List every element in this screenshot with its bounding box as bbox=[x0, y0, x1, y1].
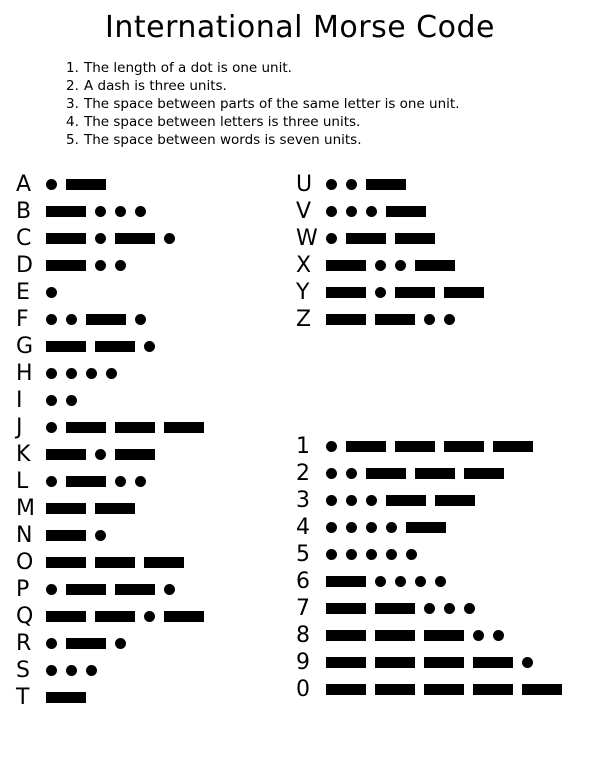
morse-character: 8 bbox=[296, 622, 310, 648]
dot-icon bbox=[144, 611, 155, 622]
morse-character: J bbox=[16, 414, 23, 440]
dash-icon bbox=[424, 657, 464, 668]
dash-icon bbox=[366, 468, 406, 479]
dash-icon bbox=[46, 557, 86, 568]
dot-icon bbox=[444, 314, 455, 325]
dash-icon bbox=[326, 684, 366, 695]
morse-code-symbols bbox=[326, 549, 426, 560]
dot-icon bbox=[115, 260, 126, 271]
morse-code-symbols bbox=[326, 233, 444, 244]
morse-character: R bbox=[16, 630, 32, 656]
morse-code-symbols bbox=[46, 287, 66, 298]
morse-character: T bbox=[16, 684, 30, 710]
morse-character: 1 bbox=[296, 433, 310, 459]
dash-icon bbox=[115, 584, 155, 595]
dash-icon bbox=[522, 684, 562, 695]
morse-row bbox=[16, 387, 213, 414]
dot-icon bbox=[115, 206, 126, 217]
rule-item bbox=[0, 95, 600, 113]
dot-icon bbox=[66, 314, 77, 325]
dash-icon bbox=[395, 287, 435, 298]
dash-icon bbox=[46, 260, 86, 271]
morse-row bbox=[16, 603, 213, 630]
dot-icon bbox=[395, 260, 406, 271]
dot-icon bbox=[66, 665, 77, 676]
dash-icon bbox=[46, 530, 86, 541]
morse-row bbox=[16, 414, 213, 441]
dash-icon bbox=[375, 603, 415, 614]
morse-row bbox=[296, 541, 571, 568]
morse-row bbox=[296, 171, 493, 198]
dash-icon bbox=[46, 503, 86, 514]
dot-icon bbox=[326, 522, 337, 533]
morse-row bbox=[296, 514, 571, 541]
morse-row bbox=[296, 595, 571, 622]
morse-row bbox=[296, 252, 493, 279]
dot-icon bbox=[86, 665, 97, 676]
morse-character: Q bbox=[16, 603, 34, 629]
dash-icon bbox=[366, 179, 406, 190]
dot-icon bbox=[46, 665, 57, 676]
dot-icon bbox=[95, 233, 106, 244]
morse-row bbox=[296, 306, 493, 333]
morse-row bbox=[16, 684, 213, 711]
morse-code-symbols bbox=[326, 206, 435, 217]
dot-icon bbox=[95, 449, 106, 460]
dot-icon bbox=[346, 179, 357, 190]
morse-character: F bbox=[16, 306, 29, 332]
dot-icon bbox=[135, 206, 146, 217]
morse-code-symbols bbox=[46, 476, 155, 487]
morse-character: Z bbox=[296, 306, 312, 332]
morse-code-symbols bbox=[326, 495, 484, 506]
dot-icon bbox=[424, 603, 435, 614]
dot-icon bbox=[375, 576, 386, 587]
morse-code-symbols bbox=[326, 179, 415, 190]
page-title: International Morse Code bbox=[104, 10, 495, 45]
morse-code-symbols bbox=[326, 522, 455, 533]
morse-code-symbols bbox=[46, 314, 155, 325]
dash-icon bbox=[444, 441, 484, 452]
morse-code-symbols bbox=[46, 179, 115, 190]
dot-icon bbox=[95, 260, 106, 271]
dash-icon bbox=[395, 441, 435, 452]
morse-code-symbols bbox=[326, 603, 484, 614]
rule-number: 3. bbox=[66, 96, 79, 112]
dash-icon bbox=[326, 657, 366, 668]
dot-icon bbox=[346, 522, 357, 533]
morse-row bbox=[296, 676, 571, 703]
morse-row bbox=[296, 198, 493, 225]
dash-icon bbox=[95, 503, 135, 514]
morse-code-symbols bbox=[326, 260, 464, 271]
morse-row bbox=[16, 630, 213, 657]
dot-icon bbox=[66, 395, 77, 406]
morse-row bbox=[16, 549, 213, 576]
morse-code-symbols bbox=[46, 395, 86, 406]
dash-icon bbox=[375, 314, 415, 325]
dot-icon bbox=[46, 476, 57, 487]
morse-code-symbols bbox=[46, 233, 184, 244]
morse-row bbox=[296, 460, 571, 487]
morse-row bbox=[16, 522, 213, 549]
dash-icon bbox=[395, 233, 435, 244]
rule-item bbox=[0, 59, 600, 77]
dot-icon bbox=[95, 206, 106, 217]
morse-code-symbols bbox=[46, 638, 135, 649]
morse-character: 4 bbox=[296, 514, 310, 540]
morse-row bbox=[16, 171, 213, 198]
morse-code-symbols bbox=[46, 260, 135, 271]
morse-code-symbols bbox=[326, 314, 464, 325]
morse-code-symbols bbox=[46, 611, 213, 622]
rule-text: The length of a dot is one unit. bbox=[84, 60, 292, 76]
column-numbers bbox=[296, 433, 571, 703]
morse-code-symbols bbox=[326, 630, 513, 641]
dash-icon bbox=[164, 422, 204, 433]
rule-text: A dash is three units. bbox=[84, 78, 227, 94]
dot-icon bbox=[386, 549, 397, 560]
dot-icon bbox=[86, 368, 97, 379]
morse-code-symbols bbox=[326, 287, 493, 298]
morse-character: K bbox=[16, 441, 31, 467]
rule-number: 4. bbox=[66, 114, 79, 130]
dash-icon bbox=[424, 630, 464, 641]
dash-icon bbox=[66, 179, 106, 190]
dash-icon bbox=[326, 576, 366, 587]
dash-icon bbox=[66, 638, 106, 649]
dot-icon bbox=[375, 287, 386, 298]
morse-row bbox=[296, 649, 571, 676]
dot-icon bbox=[164, 233, 175, 244]
morse-row bbox=[296, 279, 493, 306]
morse-character: H bbox=[16, 360, 33, 386]
dot-icon bbox=[415, 576, 426, 587]
dash-icon bbox=[115, 422, 155, 433]
morse-code-symbols bbox=[46, 692, 95, 703]
morse-row bbox=[296, 487, 571, 514]
dash-icon bbox=[386, 206, 426, 217]
dash-icon bbox=[144, 557, 184, 568]
morse-code-symbols bbox=[46, 557, 193, 568]
dot-icon bbox=[164, 584, 175, 595]
morse-row bbox=[16, 279, 213, 306]
dash-icon bbox=[46, 449, 86, 460]
morse-character: D bbox=[16, 252, 33, 278]
rule-item bbox=[0, 113, 600, 131]
morse-character: 2 bbox=[296, 460, 310, 486]
rule-number: 5. bbox=[66, 132, 79, 148]
morse-character: 5 bbox=[296, 541, 310, 567]
morse-character: I bbox=[16, 387, 23, 413]
dash-icon bbox=[66, 584, 106, 595]
dot-icon bbox=[115, 638, 126, 649]
dash-icon bbox=[473, 684, 513, 695]
dash-icon bbox=[406, 522, 446, 533]
morse-code-symbols bbox=[46, 530, 115, 541]
morse-row bbox=[16, 252, 213, 279]
dot-icon bbox=[366, 495, 377, 506]
dash-icon bbox=[164, 611, 204, 622]
morse-row bbox=[296, 433, 571, 460]
morse-row bbox=[16, 225, 213, 252]
dash-icon bbox=[46, 341, 86, 352]
dash-icon bbox=[66, 422, 106, 433]
morse-code-symbols bbox=[46, 584, 184, 595]
morse-character: U bbox=[296, 171, 313, 197]
morse-code-symbols bbox=[326, 441, 542, 452]
morse-row bbox=[16, 441, 213, 468]
dash-icon bbox=[326, 630, 366, 641]
dot-icon bbox=[406, 549, 417, 560]
morse-character: 9 bbox=[296, 649, 310, 675]
dot-icon bbox=[424, 314, 435, 325]
dot-icon bbox=[106, 368, 117, 379]
dot-icon bbox=[366, 522, 377, 533]
dash-icon bbox=[115, 233, 155, 244]
dot-icon bbox=[395, 576, 406, 587]
dash-icon bbox=[95, 611, 135, 622]
morse-character: E bbox=[16, 279, 30, 305]
dash-icon bbox=[46, 692, 86, 703]
rule-item bbox=[0, 131, 600, 149]
morse-code-symbols bbox=[326, 684, 571, 695]
morse-code-symbols bbox=[46, 503, 144, 514]
dash-icon bbox=[46, 206, 86, 217]
dash-icon bbox=[444, 287, 484, 298]
morse-character: A bbox=[16, 171, 32, 197]
dot-icon bbox=[46, 638, 57, 649]
morse-row bbox=[296, 568, 571, 595]
morse-character: S bbox=[16, 657, 30, 683]
dot-icon bbox=[46, 179, 57, 190]
dot-icon bbox=[326, 233, 337, 244]
morse-row bbox=[16, 198, 213, 225]
dash-icon bbox=[326, 603, 366, 614]
dash-icon bbox=[435, 495, 475, 506]
dot-icon bbox=[346, 495, 357, 506]
morse-code-symbols bbox=[46, 341, 164, 352]
morse-character: Y bbox=[296, 279, 310, 305]
rule-item bbox=[0, 77, 600, 95]
dot-icon bbox=[366, 206, 377, 217]
morse-character: M bbox=[16, 495, 35, 521]
morse-character: W bbox=[296, 225, 318, 251]
morse-character: 0 bbox=[296, 676, 310, 702]
dot-icon bbox=[66, 368, 77, 379]
dot-icon bbox=[46, 584, 57, 595]
dot-icon bbox=[326, 468, 337, 479]
morse-character: 6 bbox=[296, 568, 310, 594]
column-letters-left bbox=[16, 171, 213, 711]
morse-row bbox=[16, 495, 213, 522]
dash-icon bbox=[86, 314, 126, 325]
morse-code-symbols bbox=[326, 576, 455, 587]
morse-row bbox=[296, 622, 571, 649]
dot-icon bbox=[95, 530, 106, 541]
rules-list bbox=[0, 59, 600, 149]
morse-character: P bbox=[16, 576, 30, 602]
morse-code-symbols bbox=[46, 449, 164, 460]
dash-icon bbox=[386, 495, 426, 506]
column-letters-right bbox=[296, 171, 493, 333]
morse-code-symbols bbox=[46, 206, 155, 217]
dash-icon bbox=[375, 684, 415, 695]
dash-icon bbox=[46, 611, 86, 622]
dash-icon bbox=[346, 441, 386, 452]
dot-icon bbox=[135, 476, 146, 487]
dash-icon bbox=[415, 468, 455, 479]
dot-icon bbox=[46, 314, 57, 325]
morse-character: G bbox=[16, 333, 34, 359]
morse-code-symbols bbox=[46, 368, 126, 379]
dot-icon bbox=[346, 468, 357, 479]
dot-icon bbox=[346, 206, 357, 217]
dot-icon bbox=[135, 314, 146, 325]
dot-icon bbox=[464, 603, 475, 614]
dot-icon bbox=[326, 206, 337, 217]
dot-icon bbox=[46, 395, 57, 406]
morse-character: L bbox=[16, 468, 29, 494]
dash-icon bbox=[115, 449, 155, 460]
morse-character: N bbox=[16, 522, 33, 548]
morse-character: 7 bbox=[296, 595, 310, 621]
dash-icon bbox=[326, 287, 366, 298]
morse-code-symbols bbox=[46, 665, 106, 676]
dot-icon bbox=[473, 630, 484, 641]
dot-icon bbox=[375, 260, 386, 271]
rule-number: 1. bbox=[66, 60, 79, 76]
morse-row bbox=[16, 306, 213, 333]
morse-row bbox=[16, 576, 213, 603]
morse-character: B bbox=[16, 198, 32, 224]
dash-icon bbox=[46, 233, 86, 244]
dot-icon bbox=[326, 549, 337, 560]
dash-icon bbox=[473, 657, 513, 668]
morse-code-symbols bbox=[326, 657, 542, 668]
dash-icon bbox=[375, 630, 415, 641]
dot-icon bbox=[115, 476, 126, 487]
dash-icon bbox=[493, 441, 533, 452]
dot-icon bbox=[46, 287, 57, 298]
dash-icon bbox=[326, 260, 366, 271]
morse-row bbox=[16, 657, 213, 684]
dash-icon bbox=[95, 557, 135, 568]
morse-code-symbols bbox=[326, 468, 513, 479]
dot-icon bbox=[326, 495, 337, 506]
dash-icon bbox=[424, 684, 464, 695]
morse-row bbox=[16, 468, 213, 495]
morse-row bbox=[16, 360, 213, 387]
dash-icon bbox=[95, 341, 135, 352]
morse-row bbox=[296, 225, 493, 252]
dot-icon bbox=[46, 422, 57, 433]
dot-icon bbox=[386, 522, 397, 533]
morse-code-symbols bbox=[46, 422, 213, 433]
dash-icon bbox=[375, 657, 415, 668]
morse-character: 3 bbox=[296, 487, 310, 513]
dot-icon bbox=[46, 368, 57, 379]
dot-icon bbox=[366, 549, 377, 560]
dot-icon bbox=[444, 603, 455, 614]
dash-icon bbox=[326, 314, 366, 325]
dash-icon bbox=[66, 476, 106, 487]
morse-character: O bbox=[16, 549, 34, 575]
dash-icon bbox=[415, 260, 455, 271]
dot-icon bbox=[435, 576, 446, 587]
rule-number: 2. bbox=[66, 78, 79, 94]
rule-text: The space between words is seven units. bbox=[84, 132, 362, 148]
dash-icon bbox=[464, 468, 504, 479]
dot-icon bbox=[144, 341, 155, 352]
morse-character: V bbox=[296, 198, 312, 224]
dot-icon bbox=[326, 179, 337, 190]
rule-text: The space between parts of the same letter is one unit. bbox=[84, 96, 460, 112]
morse-character: C bbox=[16, 225, 32, 251]
dot-icon bbox=[522, 657, 533, 668]
rule-text: The space between letters is three units. bbox=[84, 114, 361, 130]
dot-icon bbox=[326, 441, 337, 452]
morse-row bbox=[16, 333, 213, 360]
dash-icon bbox=[346, 233, 386, 244]
morse-character: X bbox=[296, 252, 312, 278]
dot-icon bbox=[493, 630, 504, 641]
dot-icon bbox=[346, 549, 357, 560]
